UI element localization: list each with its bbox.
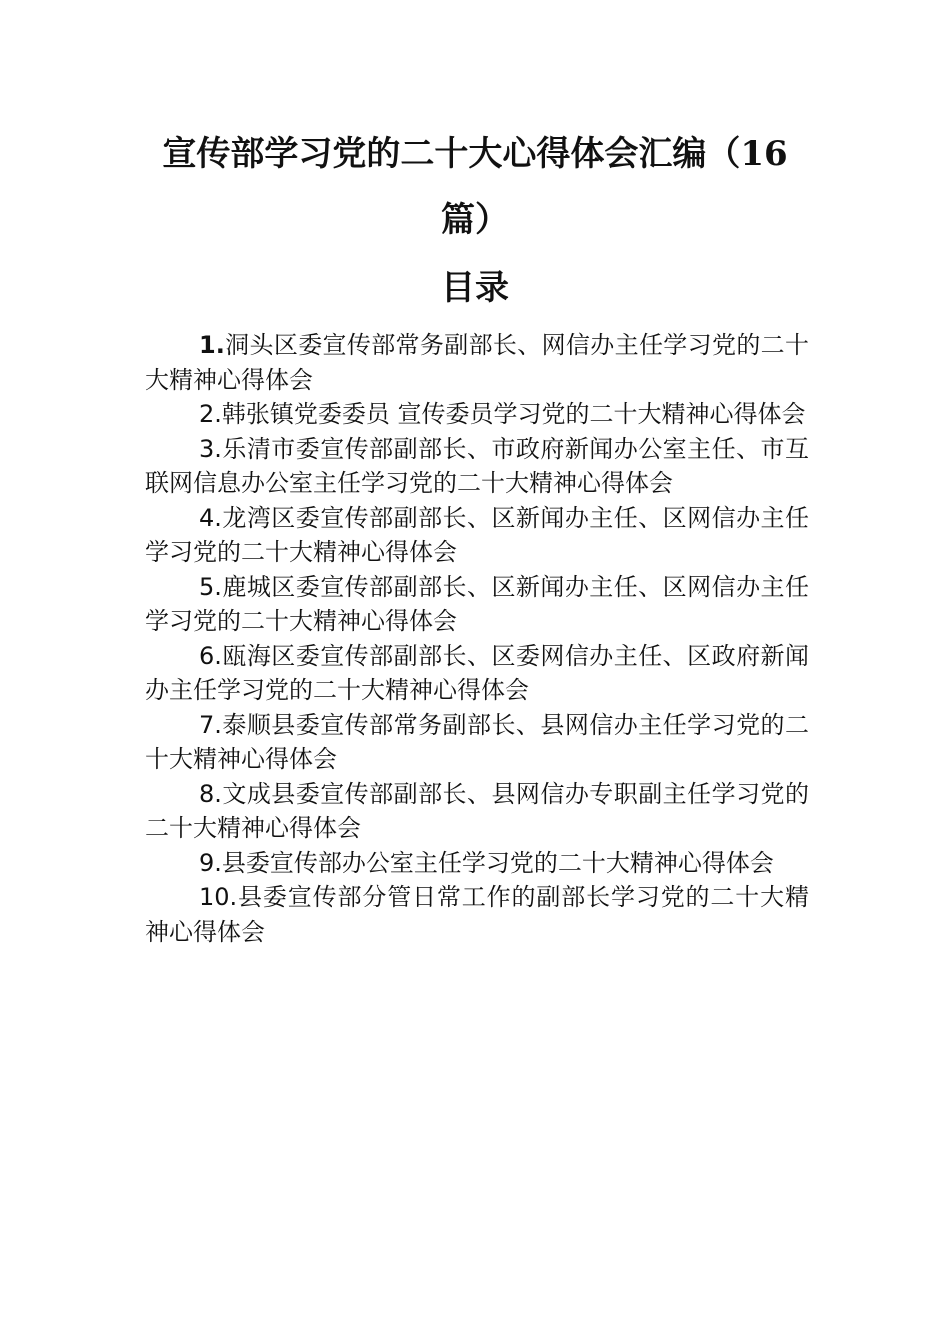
toc-item-number: 3. — [199, 434, 222, 463]
toc-heading: 目录 — [441, 268, 509, 308]
toc-item[interactable] — [145, 397, 809, 432]
toc-item-number: 7. — [199, 710, 222, 739]
toc-item-number: 6. — [199, 641, 222, 670]
toc-item-number: 2. — [199, 400, 222, 428]
toc-item-text: 乐清市委宣传部副部长、市政府新闻办公室主任、市互联网信息办公室主任学习党的二十大精神心得体会 — [145, 434, 809, 497]
toc-item[interactable] — [145, 639, 809, 708]
document-title-line-1: 宣传部学习党的二十大心得体会汇编（16 — [162, 134, 788, 174]
toc-item-text: 县委宣传部办公室主任学习党的二十大精神心得体会 — [221, 848, 774, 877]
toc-item-number: 9. — [199, 848, 222, 877]
document-title-line-2: 篇） — [441, 200, 509, 240]
toc-item[interactable] — [145, 777, 809, 846]
toc-item-number: 8. — [199, 779, 222, 808]
toc-item-number: 1. — [199, 331, 225, 359]
toc-item-text: 泰顺县委宣传部常务副部长、县网信办主任学习党的二十大精神心得体会 — [145, 710, 809, 773]
toc-item[interactable] — [145, 501, 809, 570]
toc-item-text: 县委宣传部分管日常工作的副部长学习党的二十大精神心得体会 — [145, 883, 809, 946]
toc-item-text: 瓯海区委宣传部副部长、区委网信办主任、区政府新闻办主任学习党的二十大精神心得体会 — [145, 641, 809, 704]
toc-item-number: 4. — [199, 503, 222, 532]
toc-item-text: 龙湾区委宣传部副部长、区新闻办主任、区网信办主任学习党的二十大精神心得体会 — [145, 503, 809, 566]
toc-item[interactable] — [145, 570, 809, 639]
toc-item-text: 鹿城区委宣传部副部长、区新闻办主任、区网信办主任学习党的二十大精神心得体会 — [145, 572, 809, 635]
toc-item-text: 洞头区委宣传部常务副部长、网信办主任学习党的二十大精神心得体会 — [145, 331, 809, 394]
toc-item-text: 文成县委宣传部副部长、县网信办专职副主任学习党的二十大精神心得体会 — [145, 779, 809, 842]
toc-item[interactable] — [145, 846, 809, 881]
toc-item-number: 5. — [199, 572, 222, 601]
toc-item-number: 10. — [199, 883, 238, 911]
table-of-contents — [145, 328, 809, 949]
toc-item[interactable] — [145, 880, 809, 949]
toc-item-text: 韩张镇党委委员 宣传委员学习党的二十大精神心得体会 — [221, 400, 806, 428]
toc-item[interactable] — [145, 328, 809, 397]
toc-item[interactable] — [145, 708, 809, 777]
toc-item[interactable] — [145, 432, 809, 501]
